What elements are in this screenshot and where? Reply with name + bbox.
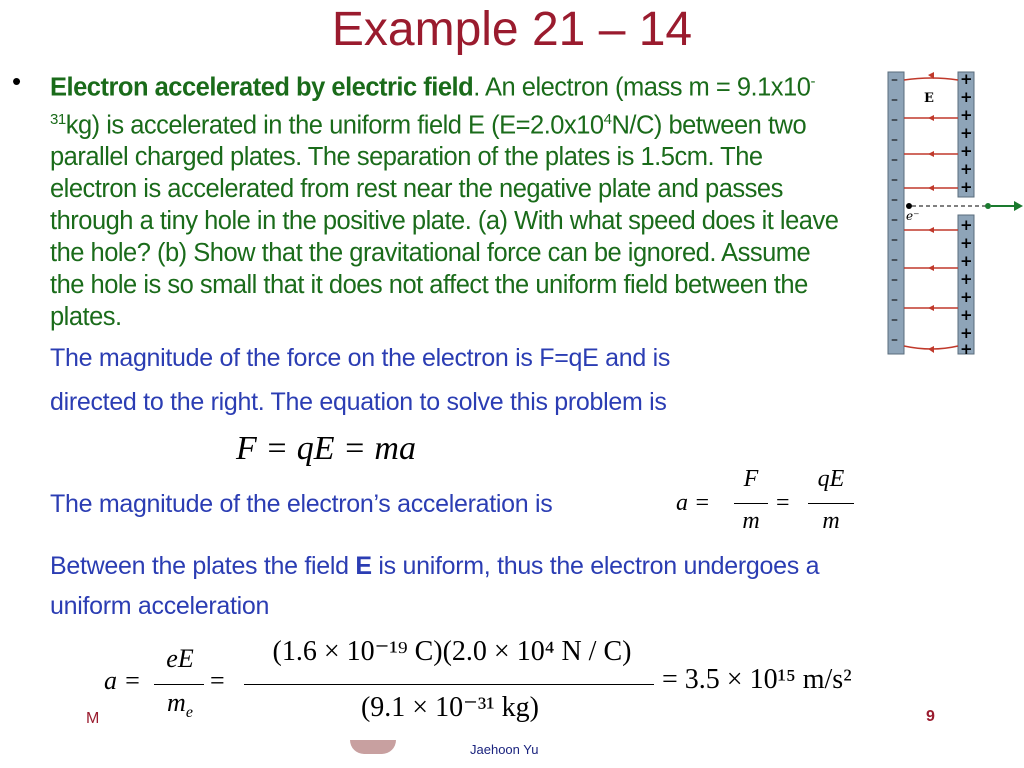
eq3-equals: = <box>210 666 225 695</box>
svg-text:+: + <box>960 106 973 124</box>
eq2-numerator-qe: qE <box>817 466 845 492</box>
eq3-denominator: (9.1 × 10⁻³¹ kg) <box>360 692 539 723</box>
svg-text:+: + <box>960 252 973 270</box>
svg-text:+: + <box>960 216 973 234</box>
svg-text:+: + <box>960 178 973 196</box>
svg-text:–: – <box>891 172 898 188</box>
eq2-fraction-bar-1 <box>734 503 768 504</box>
eq3-numerator-ee: eE <box>166 644 194 673</box>
bullet-marker: • <box>12 66 22 96</box>
eq3-fraction-bar-1 <box>154 684 204 685</box>
svg-text:+: + <box>960 340 973 358</box>
svg-text:+: + <box>960 234 973 252</box>
field-bold-e: E <box>355 552 372 580</box>
eq3-fraction-bar-2 <box>244 684 654 685</box>
equation-force: F = qE = ma <box>236 430 416 467</box>
eq2-lhs: a = <box>676 490 711 516</box>
svg-text:+: + <box>960 324 973 342</box>
footer-author: Jaehoon Yu <box>470 742 539 757</box>
svg-text:–: – <box>891 112 898 128</box>
svg-text:+: + <box>960 288 973 306</box>
svg-text:–: – <box>891 292 898 308</box>
field-exponent: 4 <box>603 110 612 128</box>
problem-statement <box>50 66 850 333</box>
svg-text:–: – <box>891 132 898 148</box>
electron-label: e⁻ <box>906 209 920 223</box>
svg-text:+: + <box>960 142 973 160</box>
solution-line-3: The magnitude of the electron’s acceleration is <box>50 490 553 518</box>
solution-line-4 <box>50 550 819 582</box>
eq2-denominator-m2: m <box>822 508 840 534</box>
svg-text:+: + <box>960 306 973 324</box>
svg-text:+: + <box>960 70 973 88</box>
problem-text-1: . An electron (mass m = 9.1x10 <box>473 73 811 102</box>
page-number: 9 <box>926 708 935 725</box>
university-logo <box>350 740 396 754</box>
eq3-numerator: (1.6 × 10⁻¹⁹ C)(2.0 × 10⁴ N / C) <box>272 636 632 667</box>
field-label: E <box>924 91 934 106</box>
svg-text:–: – <box>891 212 898 228</box>
svg-text:+: + <box>960 160 973 178</box>
solution-line-2: directed to the right. The equation to solve this problem is <box>50 388 667 416</box>
svg-text:–: – <box>891 152 898 168</box>
field-arrowheads <box>928 72 934 353</box>
eq3-lhs: a = <box>104 666 142 695</box>
eq2-denominator-m1: m <box>742 508 760 534</box>
eq2-fraction-bar-2 <box>808 503 854 504</box>
problem-text-2: kg) is accelerated in the uniform field E (E=2.0x10 <box>65 111 604 139</box>
solution-line-4b: is uniform, thus the electron undergoes a <box>371 552 820 580</box>
svg-text:–: – <box>891 272 898 288</box>
svg-text:–: – <box>891 192 898 208</box>
eq3-result: = 3.5 × 10¹⁵ m/s² <box>662 664 852 695</box>
svg-text:–: – <box>891 312 898 328</box>
solution-line-4a: Between the plates the field <box>50 552 356 580</box>
solution-line-5: uniform acceleration <box>50 592 270 620</box>
svg-text:–: – <box>891 332 898 348</box>
slide-title: Example 21 – 14 <box>331 3 693 56</box>
plus-signs <box>960 70 973 358</box>
footer-left: M <box>86 710 100 727</box>
eq2-equals: = <box>776 490 790 516</box>
svg-text:+: + <box>960 124 973 142</box>
mass-exponent: -31 <box>50 73 815 128</box>
problem-heading: Electron accelerated by electric field <box>50 73 474 102</box>
svg-text:+: + <box>960 88 973 106</box>
svg-text:+: + <box>960 270 973 288</box>
eq3-denominator-me: $m_e$ <box>167 688 193 722</box>
eq2-numerator-f: F <box>743 466 759 492</box>
parallel-plates-figure <box>882 70 1024 360</box>
svg-text:–: – <box>891 252 898 268</box>
problem-text-3: N/C) between two parallel charged plates. The separation of the plates is 1.5cm. The electron is accelerated from rest near the negative plate and passes through a tiny hole in the positive plate. (a) With what speed does it leave the hole? (b) Show that the gravitational force can be ignored. Assume the hole is so small that it does not affect the uniform field between the plates. <box>50 111 839 331</box>
svg-text:–: – <box>891 92 898 108</box>
solution-line-1: The magnitude of the force on the electron is F=qE and is <box>50 344 671 372</box>
svg-text:–: – <box>891 232 898 248</box>
svg-text:–: – <box>891 72 898 88</box>
